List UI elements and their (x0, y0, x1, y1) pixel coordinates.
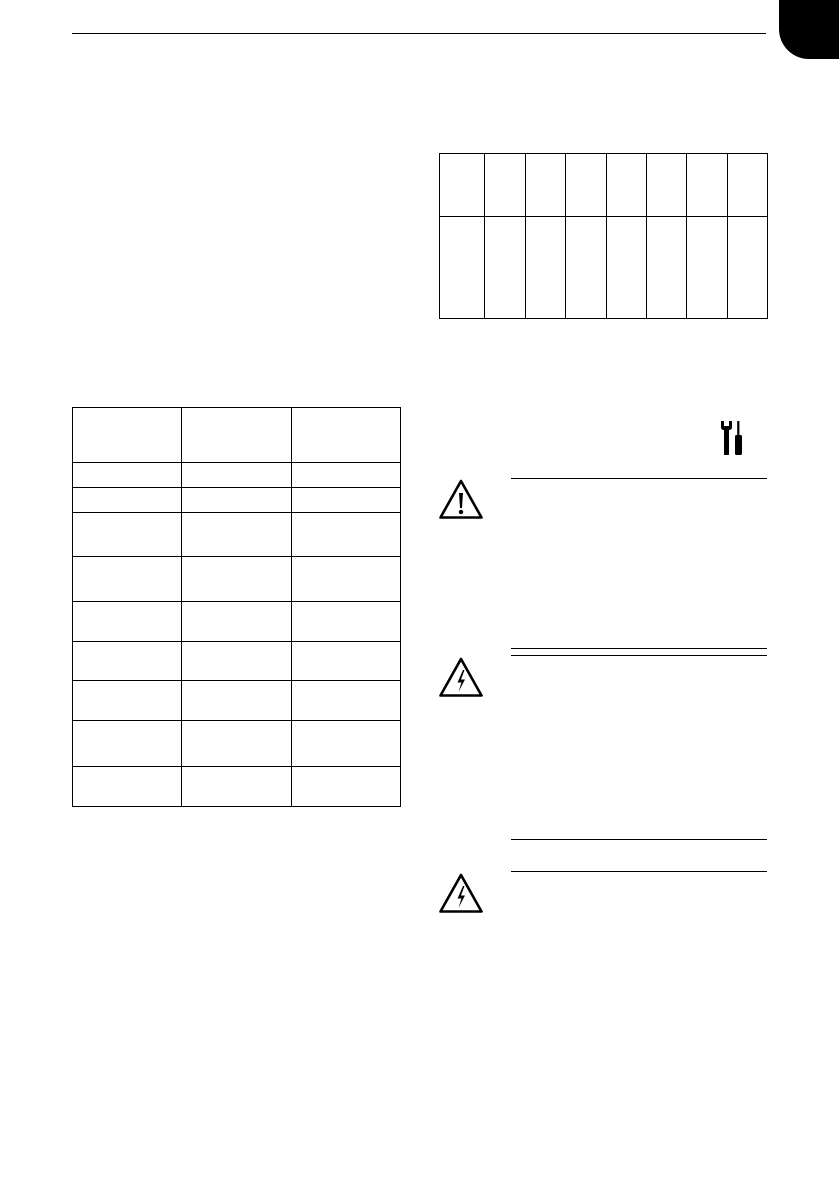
table-cell (292, 408, 401, 463)
table-cell (73, 488, 182, 513)
table-cell (440, 217, 485, 319)
table-cell (73, 642, 182, 681)
table-cell (647, 154, 687, 217)
table-cell (182, 488, 292, 513)
table-cell (526, 154, 566, 217)
table-cell (182, 557, 292, 602)
exclamation-triangle-icon (438, 478, 484, 520)
table-cell (607, 217, 647, 319)
table-cell (687, 217, 728, 319)
table-row (73, 642, 401, 681)
table-row (73, 767, 401, 807)
table-cell (73, 557, 182, 602)
spec-table (72, 407, 401, 807)
table-cell (182, 513, 292, 557)
table-cell (292, 767, 401, 807)
table-cell (728, 217, 768, 319)
table-cell (647, 217, 687, 319)
section-rule (511, 839, 767, 840)
table-cell (728, 154, 768, 217)
table-cell (607, 154, 647, 217)
table-header-row (73, 408, 401, 463)
table-cell (182, 463, 292, 488)
section-rule (511, 871, 767, 872)
table-cell (687, 154, 728, 217)
table-cell (292, 602, 401, 642)
lightning-bolt-triangle-icon (438, 656, 484, 698)
table-row (73, 721, 401, 767)
table-cell (566, 217, 607, 319)
table-cell (73, 463, 182, 488)
table-row (73, 488, 401, 513)
table-cell (182, 408, 292, 463)
table-cell (182, 642, 292, 681)
header-rule (72, 33, 766, 34)
table-cell (182, 721, 292, 767)
table-cell (292, 681, 401, 721)
table-cell (292, 463, 401, 488)
table-cell (292, 642, 401, 681)
section-rule (511, 655, 767, 656)
section-rule (511, 478, 767, 479)
table-cell (440, 154, 485, 217)
table-cell (292, 557, 401, 602)
table-row (73, 681, 401, 721)
table-cell (73, 408, 182, 463)
table-cell (73, 767, 182, 807)
page-edge-tab (779, 0, 839, 59)
table-cell (73, 721, 182, 767)
small-data-table (439, 153, 768, 319)
table-cell (292, 513, 401, 557)
table-cell (485, 154, 526, 217)
table-cell (526, 217, 566, 319)
table-cell (182, 602, 292, 642)
lightning-bolt-triangle-icon (438, 872, 484, 914)
table-cell (182, 767, 292, 807)
table-cell (73, 602, 182, 642)
table-cell (182, 681, 292, 721)
table-row (73, 463, 401, 488)
table-cell (73, 513, 182, 557)
table-cell (73, 681, 182, 721)
table-cell (292, 721, 401, 767)
table-row (73, 513, 401, 557)
table-row (73, 602, 401, 642)
section-rule (511, 648, 767, 649)
table-cell (566, 154, 607, 217)
table-row (440, 217, 768, 319)
table-row (73, 557, 401, 602)
table-header-row (440, 154, 768, 217)
table-cell (485, 217, 526, 319)
wrench-screwdriver-icon (719, 420, 745, 456)
table-cell (292, 488, 401, 513)
